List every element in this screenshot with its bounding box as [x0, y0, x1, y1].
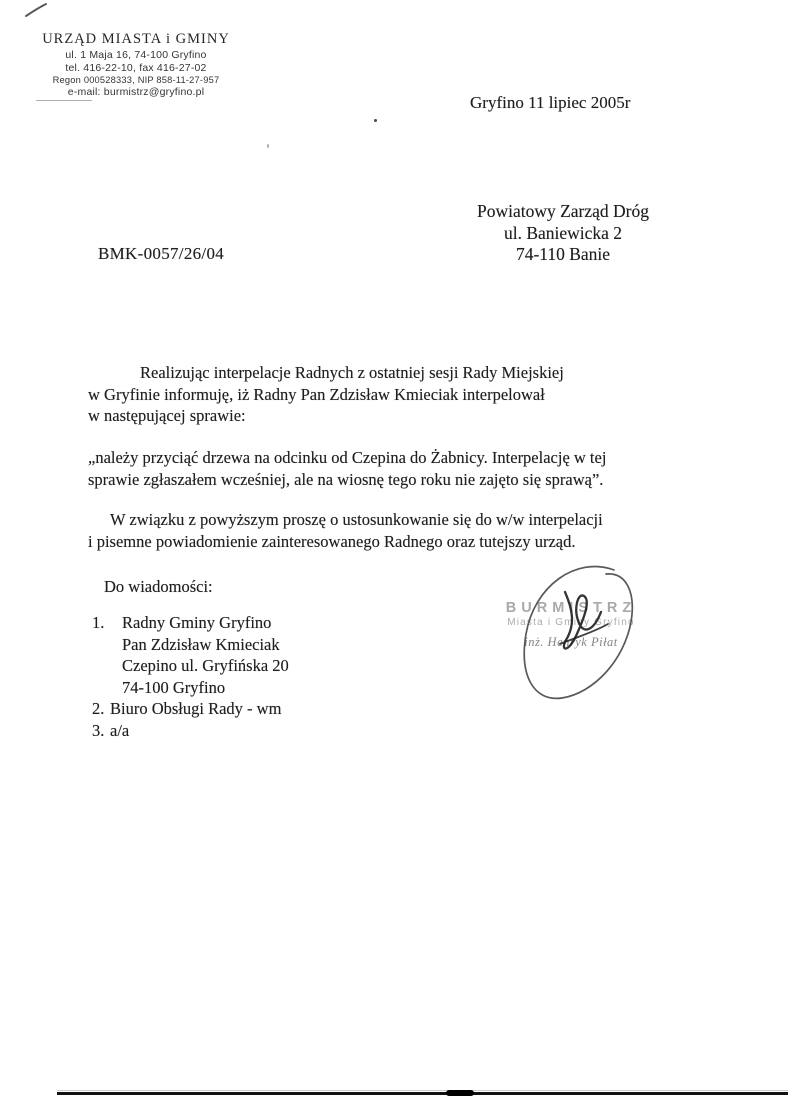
bottom-scan-line: [57, 1092, 788, 1095]
letterhead-address: ul. 1 Maja 16, 74-100 Gryfino: [65, 49, 207, 61]
list-item-lines: [110, 698, 281, 720]
recipient-block: [450, 201, 676, 266]
body-line: sprawie zgłaszałem wcześniej, ale na wiosnę tego roku nie zajęto się sprawą”.: [88, 469, 604, 489]
paragraph-quote: [88, 447, 688, 490]
body-line: w Gryfinie informuję, iż Radny Pan Zdzisław Kmieciak interpelował: [88, 384, 545, 404]
list-item-number: 2.: [92, 699, 105, 718]
letterhead-stamp: [40, 31, 232, 98]
list-item-lines: [110, 720, 129, 742]
body-line: „należy przyciąć drzewa na odcinku od Czepina do Żabnicy. Interpelację w tej: [88, 448, 607, 467]
list-item-line: Pan Zdzisław Kmieciak: [122, 634, 280, 654]
place-date: Gryfino 11 lipiec 2005r: [470, 93, 631, 112]
list-item: [92, 720, 289, 742]
stamp-subtitle: Miasta i Gminy Gryfino: [507, 617, 635, 628]
scan-speck: [374, 119, 377, 122]
body-line: W związku z powyższym proszę o ustosunkowanie się do w/w interpelacji: [110, 510, 603, 529]
scan-speck: [267, 144, 269, 148]
letterhead-org-name: URZĄD MIASTA i GMINY: [42, 31, 230, 47]
body-line: Realizując interpelacje Radnych z ostatniej sesji Rady Miejskiej: [140, 363, 564, 382]
letterhead-phone-fax: tel. 416-22-10, fax 416-27-02: [65, 62, 207, 74]
handwritten-signature: [468, 556, 688, 708]
letterhead-email: e-mail: burmistrz@gryfino.pl: [67, 86, 205, 98]
signer-name: inż. Henryk Piłat: [524, 635, 618, 649]
list-item-lines: [122, 612, 289, 698]
bottom-scan-line-blob: [446, 1090, 474, 1096]
recipient-street: ul. Baniewicka 2: [503, 222, 623, 243]
pen-mark: [18, 0, 62, 22]
reference-number: BMK-0057/26/04: [98, 244, 225, 263]
letterhead-underline: [36, 100, 92, 101]
list-item-line: Radny Gminy Gryfino: [122, 613, 272, 632]
list-item-line: Czepino ul. Gryfińska 20: [122, 656, 289, 675]
distribution-list: [92, 612, 289, 741]
bottom-scan-line-shadow: [57, 1090, 788, 1091]
recipient-city: 74-110 Banie: [515, 244, 611, 264]
body-line: i pisemne powiadomienie zainteresowanego Radnego oraz tutejszy urząd.: [88, 531, 576, 551]
list-item: [92, 698, 289, 720]
paragraph-intro: [88, 362, 688, 427]
list-item-line: 74-100 Gryfino: [122, 677, 226, 697]
list-item-number: 1.: [92, 613, 105, 632]
body-line: w następującej sprawie:: [88, 406, 246, 425]
letterhead-regon-nip: Regon 000528333, NIP 858-11-27-957: [52, 75, 220, 85]
list-item-number: 3.: [92, 720, 105, 740]
list-item-line: a/a: [110, 720, 130, 740]
stamp-title: BURMISTRZ: [505, 600, 637, 616]
distribution-heading: Do wiadomości:: [104, 577, 213, 596]
list-item-line: Biuro Obsługi Rady - wm: [110, 699, 282, 718]
paragraph-request: [88, 509, 688, 552]
recipient-name: Powiatowy Zarząd Dróg: [476, 201, 650, 221]
list-item: [92, 612, 289, 698]
